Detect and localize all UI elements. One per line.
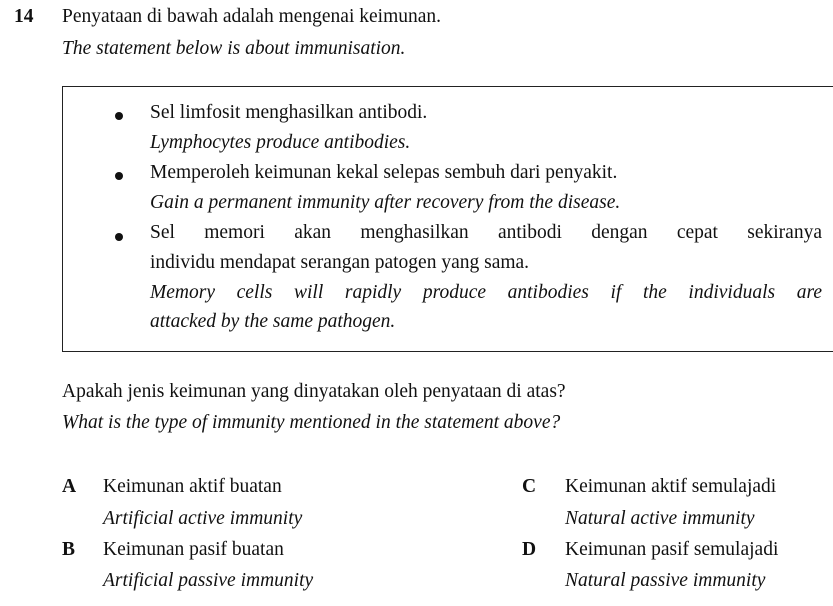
option-a-ms: Keimunan aktif buatan [103, 476, 282, 497]
statement-3-en-line2: attacked by the same pathogen. [150, 311, 396, 332]
statement-1-ms: Sel limfosit menghasilkan antibodi. [150, 102, 428, 123]
bullet-icon [115, 172, 123, 180]
option-d-letter: D [522, 539, 537, 560]
question-stem-ms: Penyataan di bawah adalah mengenai keimunan. [62, 6, 442, 27]
option-c-en: Natural active immunity [565, 508, 755, 529]
option-b-ms: Keimunan pasif buatan [103, 539, 284, 560]
statement-2-en: Gain a permanent immunity after recovery from the disease. [150, 192, 621, 213]
statement-1-en: Lymphocytes produce antibodies. [150, 132, 411, 153]
option-b-letter: B [62, 539, 76, 560]
bullet-icon [115, 233, 123, 241]
prompt-en: What is the type of immunity mentioned in the statement above? [62, 412, 561, 433]
statement-3-en-line1: Memory cells will rapidly produce antibodies if the individuals are [150, 282, 822, 303]
bullet-icon [115, 112, 123, 120]
option-a-letter: A [62, 476, 77, 497]
option-c-letter: C [522, 476, 537, 497]
option-c-ms: Keimunan aktif semulajadi [565, 476, 777, 497]
statement-3-ms-line1: Sel memori akan menghasilkan antibodi dengan cepat sekiranya [150, 222, 822, 243]
question-number: 14 [14, 6, 34, 27]
option-a-en: Artificial active immunity [103, 508, 303, 529]
question-stem-en: The statement below is about immunisation. [62, 38, 406, 59]
option-b-en: Artificial passive immunity [103, 570, 314, 591]
statement-3-ms-line2: individu mendapat serangan patogen yang sama. [150, 252, 530, 273]
prompt-ms: Apakah jenis keimunan yang dinyatakan oleh penyataan di atas? [62, 381, 566, 402]
statement-2-ms: Memperoleh keimunan kekal selepas sembuh dari penyakit. [150, 162, 618, 183]
option-d-en: Natural passive immunity [565, 570, 766, 591]
option-d-ms: Keimunan pasif semulajadi [565, 539, 779, 560]
